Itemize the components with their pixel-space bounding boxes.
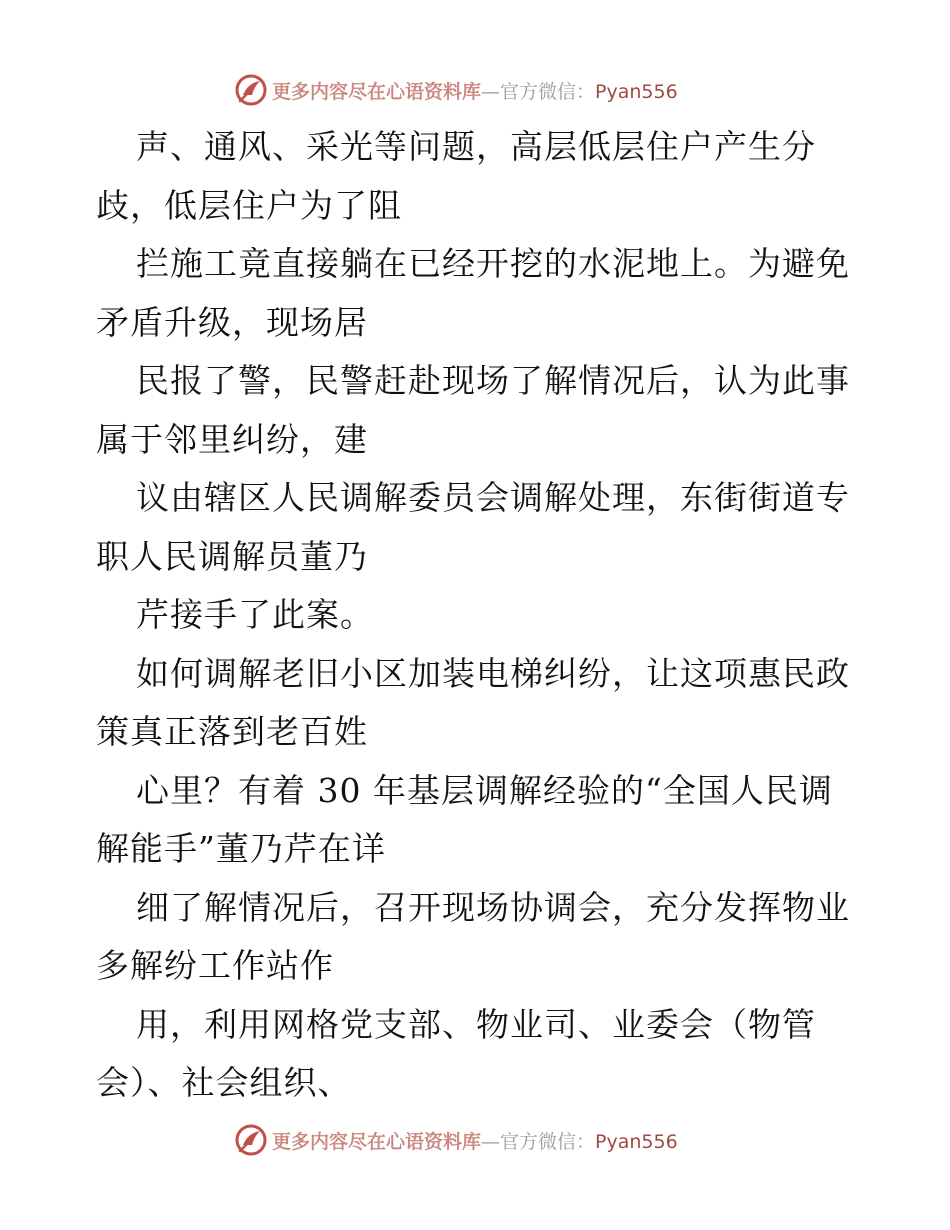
text-line: 细了解情况后，召开现场协调会，充分发挥物业 (136, 887, 850, 927)
text-line: 议由辖区人民调解委员会调解处理，东街街道专 (136, 478, 850, 517)
text-line: 解能手”董乃芹在详 (96, 829, 386, 868)
footer-banner (234, 1120, 678, 1160)
text-line: 会）、社会组织、 (96, 1063, 352, 1102)
text-line: 矛盾升级，现场居 (96, 302, 368, 342)
text-line: 民报了警，民警赶赴现场了解情况后，认为此事 (136, 361, 850, 400)
text-line: 拦施工竟直接躺在已经开挖的水泥地上。为避免 (136, 244, 850, 283)
text-line: 属于邻里纠纷，建 (96, 419, 368, 459)
text-line: 芹接手了此案。 (136, 595, 374, 634)
text-line: 歧，低层住户为了阻 (96, 185, 402, 225)
footer-watermark-text: 更多内容尽在心语资料库—官方微信：Pyan556 (272, 1130, 678, 1153)
text-line: 心里？有着 30 年基层调解经验的“全国人民调 (136, 770, 833, 810)
header-banner (234, 70, 678, 110)
text-line: 用，利用网格党支部、物业司、业委会（物管 (136, 1004, 816, 1044)
text-line: 策真正落到老百姓 (96, 712, 368, 751)
text-line: 职人民调解员董乃 (96, 536, 368, 576)
logo-icon (234, 73, 268, 107)
text-line: 多解纷工作站作 (96, 946, 334, 985)
text-line: 如何调解老旧小区加装电梯纠纷，让这项惠民政 (136, 653, 850, 693)
document-body (96, 118, 876, 1113)
logo-icon (234, 1123, 268, 1157)
text-line: 声、通风、采光等问题，高层低层住户产生分 (136, 127, 816, 166)
header-watermark-text: 更多内容尽在心语资料库—官方微信：Pyan556 (272, 80, 678, 103)
